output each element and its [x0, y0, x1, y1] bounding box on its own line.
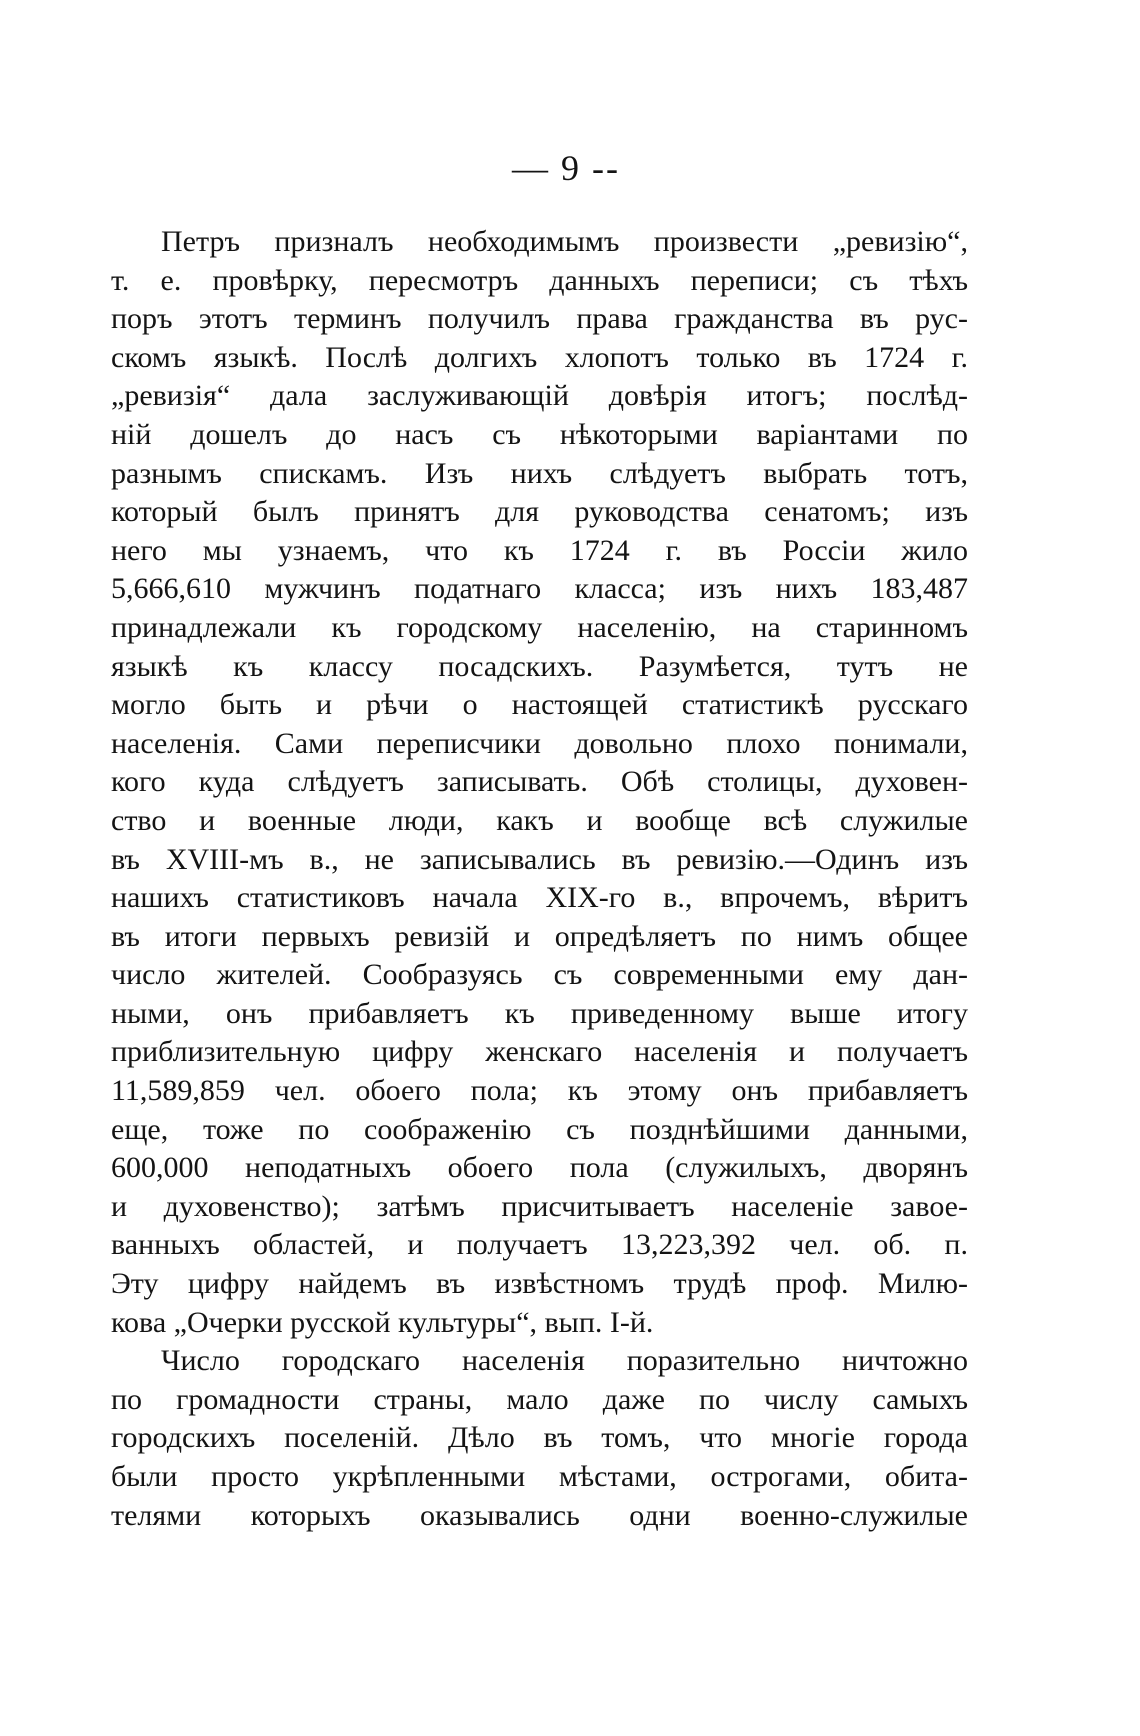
text-line: ство и военные люди, какъ и вообще всѣ служилые — [111, 803, 968, 837]
text-line: кого куда слѣдуетъ записывать. Обѣ столицы, духовен- — [111, 765, 968, 799]
text-line: по громадности страны, мало даже по числу самыхъ — [111, 1382, 968, 1416]
text-line: поръ этотъ терминъ получилъ права гражданства въ рус- — [111, 302, 968, 336]
text-line: кова „Очерки русской культуры“, вып. I-й. — [111, 1305, 654, 1339]
text-line: принадлежали къ городскому населенiю, на старинномъ — [111, 610, 968, 644]
text-line: т. е. провѣрку, пересмотръ данныхъ переписи; съ тѣхъ — [111, 263, 968, 297]
text-line: ными, онъ прибавляетъ къ приведенному выше итогу — [111, 996, 968, 1030]
text-line: Эту цифру найдемъ въ извѣстномъ трудѣ проф. Милю- — [111, 1267, 968, 1301]
text-line: могло быть и рѣчи о настоящей статистикѣ русскаго — [111, 688, 968, 722]
text-line: который былъ принятъ для руководства сенатомъ; изъ — [111, 495, 968, 529]
text-line: въ итоги первыхъ ревизiй и опредѣляетъ по нимъ общее — [111, 919, 968, 953]
text-line: 600,000 неподатныхъ обоего пола (служилыхъ, дворянъ — [111, 1151, 968, 1185]
text-line: телями которыхъ оказывались одни военно-служилые — [111, 1498, 968, 1532]
text-line: городскихъ поселенiй. Дѣло въ томъ, что многiе города — [111, 1421, 968, 1455]
text-line: разнымъ спискамъ. Изъ нихъ слѣдуетъ выбрать тотъ, — [111, 456, 968, 490]
text-line: еще, тоже по соображенiю съ позднѣйшими данными, — [111, 1112, 968, 1146]
text-line: него мы узнаемъ, что къ 1724 г. въ Россiи жило — [111, 533, 968, 567]
text-line: 5,666,610 мужчинъ податнаго класса; изъ нихъ 183,487 — [111, 572, 968, 606]
text-line: 11,589,859 чел. обоего пола; къ этому онъ прибавляетъ — [111, 1074, 968, 1108]
text-line: населенiя. Сами переписчики довольно плохо понимали, — [111, 726, 968, 760]
text-line: скомъ языкѣ. Послѣ долгихъ хлопотъ только въ 1724 г. — [111, 340, 968, 374]
text-line: въ XVIII-мъ в., не записывались въ ревизiю.—Одинъ изъ — [111, 842, 968, 876]
paragraph-2 — [111, 1342, 968, 1535]
body-text — [111, 223, 968, 1535]
text-line: приблизительную цифру женскаго населенiя и получаетъ — [111, 1035, 968, 1069]
text-line: были просто укрѣпленными мѣстами, острогами, обита- — [111, 1460, 968, 1493]
text-line: нашихъ статистиковъ начала XIX-го в., впрочемъ, вѣритъ — [111, 881, 968, 915]
text-line: „ревизiя“ дала заслуживающiй довѣрiя итогъ; послѣд- — [111, 379, 968, 413]
text-line: языкѣ къ классу посадскихъ. Разумѣется, тутъ не — [111, 649, 968, 683]
text-line: нiй дошелъ до насъ съ нѣкоторыми варiантами по — [111, 417, 968, 451]
text-line: Число городскаго населенiя поразительно ничтожно — [161, 1344, 968, 1378]
text-line: и духовенство); затѣмъ присчитываетъ населенiе завое- — [111, 1189, 968, 1223]
page-number: — 9 -- — [512, 148, 620, 188]
text-line: ванныхъ областей, и получаетъ 13,223,392 чел. об. п. — [111, 1228, 968, 1262]
text-line: число жителей. Сообразуясь съ современными ему дан- — [111, 958, 968, 992]
text-line: Петръ призналъ необходимымъ произвести „ревизiю“, — [161, 225, 968, 258]
paragraph-1 — [111, 223, 968, 1342]
